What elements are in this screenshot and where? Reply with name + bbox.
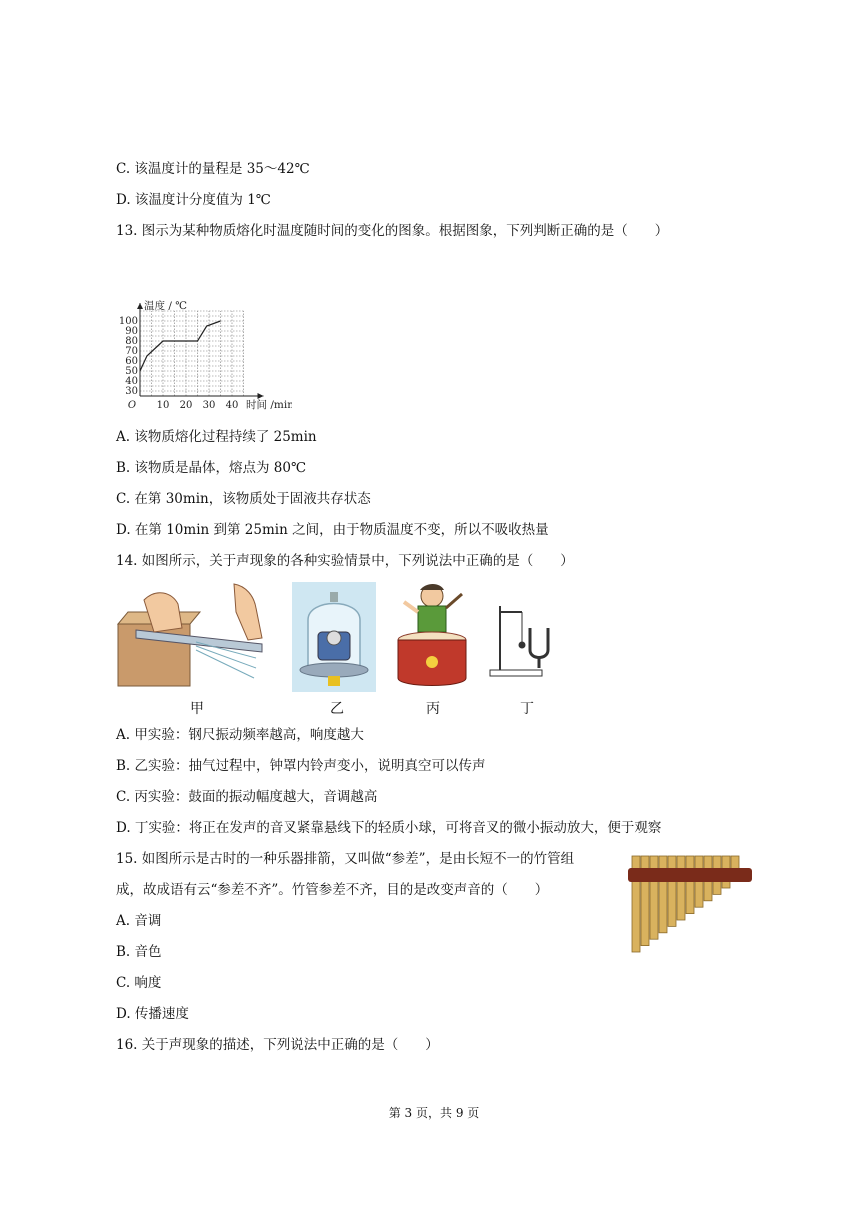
origin-label: O <box>127 400 137 411</box>
q14-option-b: B. 乙实验：抽气过程中，钟罩内铃声变小，说明真空可以传声 <box>116 758 486 774</box>
q15-option-c: C. 响度 <box>116 975 162 991</box>
x-axis-label: 时间 /min <box>246 399 292 411</box>
y-tick-label: 60 <box>125 356 138 367</box>
q14-option-a: A. 甲实验：钢尺振动频率越高，响度越大 <box>116 727 364 743</box>
q13-stem: 13. 图示为某种物质熔化时温度随时间的变化的图象。根据图象，下列判断正确的是（ ） <box>116 223 669 239</box>
figure-jia-ruler <box>116 582 266 696</box>
q14-option-c: C. 丙实验：鼓面的振动幅度越大，音调越高 <box>116 789 378 805</box>
q14-option-d: D. 丁实验：将正在发声的音叉紧靠悬线下的轻质小球，可将音叉的微小振动放大，便于观察 <box>116 820 662 836</box>
y-tick-label: 80 <box>125 336 138 347</box>
q16-stem: 16. 关于声现象的描述，下列说法中正确的是（ ） <box>116 1037 439 1053</box>
q13-option-b: B. 该物质是晶体，熔点为 80℃ <box>116 460 307 476</box>
y-axis-label: 温度 / ℃ <box>144 300 187 312</box>
q13-option-a: A. 该物质熔化过程持续了 25min <box>116 429 317 445</box>
y-axis-arrow <box>137 303 143 309</box>
q14-stem: 14. 如图所示，关于声现象的各种实验情景中，下列说法中正确的是（ ） <box>116 553 574 569</box>
q15-option-d: D. 传播速度 <box>116 1006 189 1022</box>
caption-bing: 丙 <box>426 701 440 717</box>
caption-jia: 甲 <box>190 701 204 717</box>
figure-ding-tuning-fork <box>486 600 566 684</box>
bamboo-pipe <box>686 856 694 914</box>
y-tick-label: 40 <box>125 376 138 387</box>
q15-option-b: B. 音色 <box>116 944 162 960</box>
figure-pan-flute <box>624 852 756 960</box>
q15-stem-line2: 成，故成语有云“参差不齐”。竹管参差不齐，目的是改变声音的（ ） <box>116 882 549 898</box>
x-tick-label: 40 <box>225 400 239 411</box>
bamboo-pipe <box>659 856 667 933</box>
q15-option-a: A. 音调 <box>116 913 162 929</box>
chart-svg <box>112 278 292 418</box>
melting-curve-chart <box>112 278 292 418</box>
bamboo-pipe <box>677 856 685 920</box>
y-tick-label: 50 <box>125 366 138 377</box>
figure-bing-drum <box>396 582 476 696</box>
q12-option-d: D. 该温度计分度值为 1℃ <box>116 192 271 208</box>
y-tick-label: 90 <box>125 326 138 337</box>
caption-ding: 丁 <box>520 701 534 717</box>
pan-flute-svg <box>624 852 756 956</box>
q13-option-c: C. 在第 30min，该物质处于固液共存状态 <box>116 491 371 507</box>
q12-option-c: C. 该温度计的量程是 35～42℃ <box>116 161 310 177</box>
y-tick-label: 100 <box>118 316 138 327</box>
q15-stem-line1: 15. 如图所示是古时的一种乐器排箭，又叫做“参差”，是由长短不一的竹管组 <box>116 851 575 867</box>
y-tick-label: 30 <box>125 386 138 397</box>
y-tick-label: 70 <box>125 346 138 357</box>
figure-yi-bell-jar <box>292 582 376 696</box>
bamboo-pipe <box>668 856 676 926</box>
x-tick-label: 20 <box>179 400 193 411</box>
x-tick-label: 30 <box>202 400 216 411</box>
page-footer: 第 3 页，共 9 页 <box>388 1106 480 1120</box>
caption-yi: 乙 <box>330 701 344 717</box>
x-tick-label: 10 <box>156 400 170 411</box>
binding-band <box>628 868 752 882</box>
q13-option-d: D. 在第 10min 到第 25min 之间，由于物质温度不变，所以不吸收热量 <box>116 522 549 538</box>
